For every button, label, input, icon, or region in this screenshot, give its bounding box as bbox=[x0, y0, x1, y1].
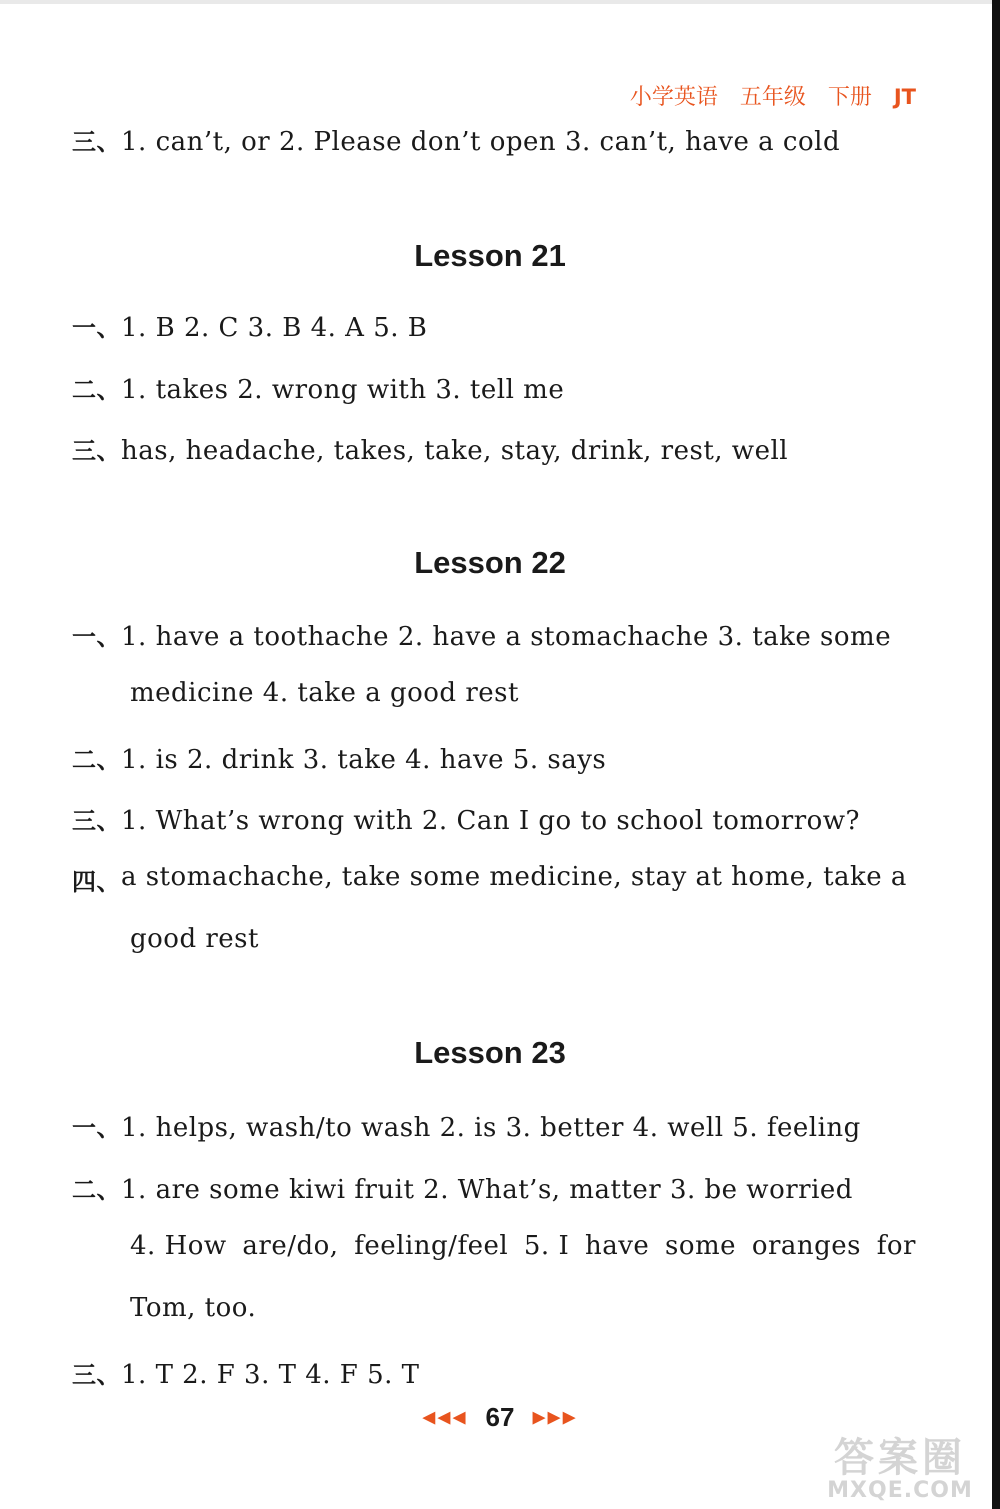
lesson-title: Lesson 23 bbox=[414, 1035, 566, 1070]
section-label: 一、 bbox=[72, 1114, 121, 1142]
page-edge-top bbox=[0, 0, 1000, 4]
header-volume: 下册 bbox=[827, 85, 872, 110]
header-code: JT bbox=[893, 85, 916, 109]
answer-text: 1. What’s wrong with 2. Can I go to school tomorrow? bbox=[121, 806, 860, 836]
answer-line bbox=[72, 740, 932, 775]
answer-word: medicine, bbox=[489, 862, 623, 892]
answer-word: at bbox=[695, 862, 723, 892]
answer-text: 1. can’t, or 2. Please don’t open 3. can’t, have a cold bbox=[121, 127, 841, 157]
answer-text: 1. helps, wash/to wash 2. is 3. better 4. well 5. feeling bbox=[121, 1113, 861, 1143]
answer-word: 5. I bbox=[523, 1231, 570, 1261]
answer-line-continued: Tom, too. bbox=[130, 1293, 257, 1323]
section-label: 三、 bbox=[72, 1361, 121, 1389]
prev-arrows-icon: ◀◀◀ bbox=[422, 1407, 468, 1427]
answer-text: 1. takes 2. wrong with 3. tell me bbox=[121, 375, 565, 405]
answer-line bbox=[72, 1355, 932, 1390]
watermark-logo: 答案圈 bbox=[834, 1435, 966, 1481]
answer-text: 1. B 2. C 3. B 4. A 5. B bbox=[121, 313, 428, 343]
answer-word: stay bbox=[630, 862, 687, 892]
header-subject: 小学英语 bbox=[629, 85, 718, 110]
header-grade: 五年级 bbox=[739, 85, 806, 110]
answer-word: some bbox=[665, 1231, 737, 1261]
section-label: 一、 bbox=[72, 623, 121, 651]
answer-word: stomachache, bbox=[145, 862, 334, 892]
watermark bbox=[810, 1435, 990, 1503]
answer-text: has, headache, takes, take, stay, drink, rest, well bbox=[121, 436, 789, 466]
answer-word: oranges bbox=[751, 1231, 862, 1261]
answer-line-continued: medicine 4. take a good rest bbox=[130, 678, 519, 708]
section-label: 三、 bbox=[72, 807, 121, 835]
section-label: 三、 bbox=[72, 128, 121, 156]
answer-line bbox=[72, 1108, 932, 1143]
answer-text: 1. are some kiwi fruit 2. What’s, matter 3. be worried bbox=[121, 1175, 853, 1205]
answer-text: 1. T 2. F 3. T 4. F 5. T bbox=[121, 1360, 420, 1390]
answer-word: take bbox=[341, 862, 401, 892]
answer-word: a bbox=[121, 862, 138, 892]
answer-word: 4. How bbox=[130, 1231, 227, 1261]
section-label: 三、 bbox=[72, 437, 121, 465]
watermark-site: MXQE.COM bbox=[827, 1478, 973, 1503]
answer-word: for bbox=[876, 1231, 916, 1261]
section-label: 四、 bbox=[72, 868, 121, 896]
answer-line bbox=[72, 617, 932, 652]
answer-line-continued bbox=[130, 1231, 990, 1261]
answer-word: are/do, bbox=[242, 1231, 339, 1261]
section-label: 二、 bbox=[72, 376, 121, 404]
lesson-title: Lesson 22 bbox=[414, 545, 566, 580]
answer-word: some bbox=[409, 862, 481, 892]
lesson-title: Lesson 21 bbox=[414, 238, 566, 273]
answer-line-continued: good rest bbox=[130, 924, 259, 954]
answer-word: have bbox=[584, 1231, 650, 1261]
section-label: 二、 bbox=[72, 1176, 121, 1204]
answer-line bbox=[72, 801, 932, 836]
answer-text: 1. is 2. drink 3. take 4. have 5. says bbox=[121, 745, 607, 775]
answer-word: home, bbox=[731, 862, 815, 892]
answer-word: take bbox=[823, 862, 883, 892]
answer-line bbox=[72, 122, 932, 157]
next-arrows-icon: ▶▶▶ bbox=[532, 1407, 578, 1427]
page-footer bbox=[0, 1402, 1000, 1433]
page-header bbox=[630, 80, 916, 111]
answer-line bbox=[72, 308, 932, 343]
answer-text: 1. have a toothache 2. have a stomachache 3. take some bbox=[121, 622, 892, 652]
answer-line bbox=[72, 1170, 932, 1205]
answer-line bbox=[72, 431, 932, 466]
answer-text bbox=[130, 1231, 916, 1261]
page-number: 67 bbox=[485, 1402, 515, 1432]
page-edge-right bbox=[992, 0, 1000, 1509]
answer-word: a bbox=[890, 862, 907, 892]
answer-word: feeling/feel bbox=[354, 1231, 509, 1261]
answer-text bbox=[121, 862, 907, 897]
section-label: 一、 bbox=[72, 314, 121, 342]
section-label: 二、 bbox=[72, 746, 121, 774]
answer-line bbox=[72, 370, 932, 405]
answer-line bbox=[72, 862, 932, 897]
